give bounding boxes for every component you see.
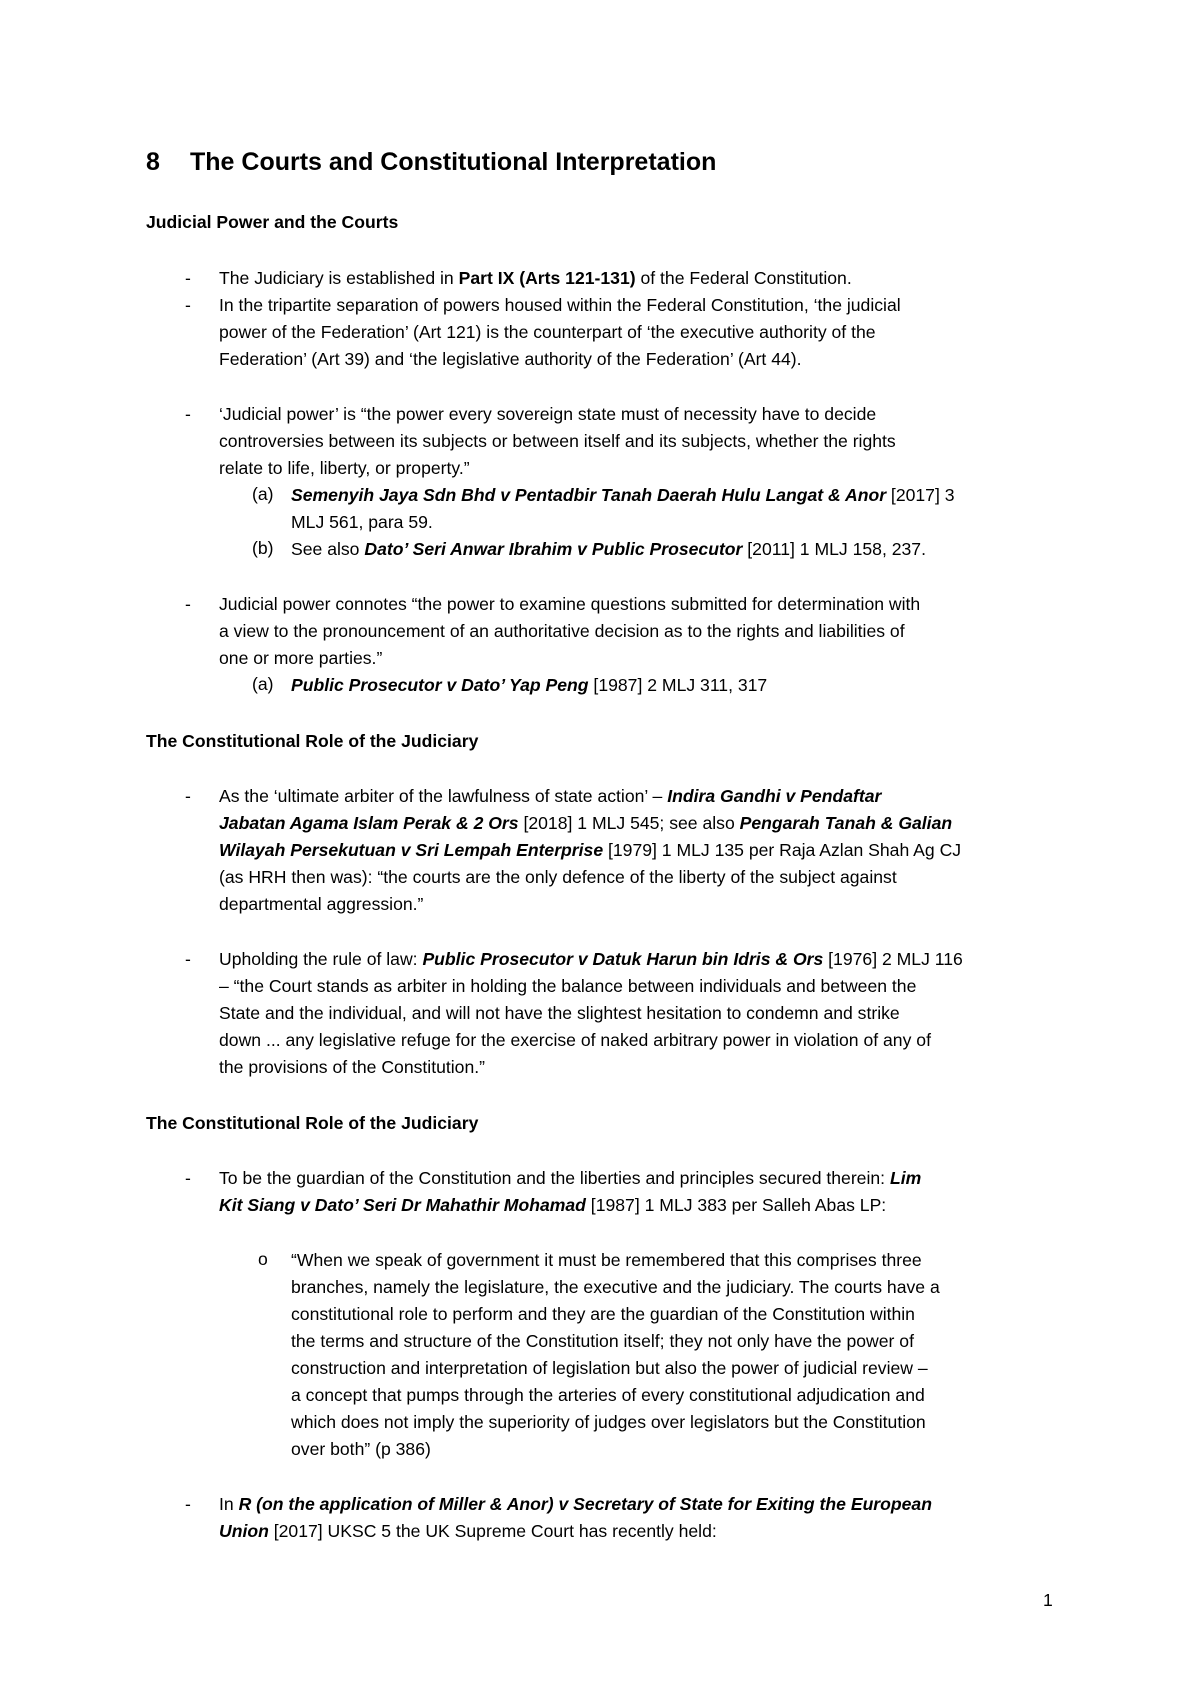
quote-line: construction and interpretation of legislation but also the power of judicial review –: [291, 1358, 928, 1378]
sub-label: (a): [252, 674, 274, 694]
text-line: controversies between its subjects or between itself and its subjects, whether the rights: [219, 431, 896, 451]
text-line: (as HRH then was): “the courts are the only defence of the liberty of the subject against: [219, 867, 897, 887]
text-line: Judicial power connotes “the power to examine questions submitted for determination with: [219, 594, 921, 614]
text-line: As the ‘ultimate arbiter of the lawfulness of state action’ – Indira Gandhi v Pendaftar: [219, 786, 882, 806]
quote-line: “When we speak of government it must be remembered that this comprises three: [291, 1250, 922, 1270]
text-line: – “the Court stands as arbiter in holding the balance between individuals and between the: [219, 976, 917, 996]
quote-line: a concept that pumps through the arteries of every constitutional adjudication and: [291, 1385, 925, 1405]
quote-line: branches, namely the legislature, the executive and the judiciary. The courts have a: [291, 1277, 940, 1297]
text-line: a view to the pronouncement of an authoritative decision as to the rights and liabilities of: [219, 621, 905, 641]
text-line: ‘Judicial power’ is “the power every sovereign state must of necessity have to decide: [219, 404, 877, 424]
text-line: Kit Siang v Dato’ Seri Dr Mahathir Mohamad [1987] 1 MLJ 383 per Salleh Abas LP:: [219, 1195, 887, 1215]
text-line: In R (on the application of Miller & Anor) v Secretary of State for Exiting the European: [219, 1494, 932, 1514]
text-line: In the tripartite separation of powers housed within the Federal Constitution, ‘the judicial: [219, 295, 901, 315]
text-line: down ... any legislative refuge for the exercise of naked arbitrary power in violation of any of: [219, 1030, 931, 1050]
case-citation: Public Prosecutor v Dato’ Yap Peng [1987] 2 MLJ 311, 317: [291, 675, 768, 695]
quote-line: over both” (p 386): [291, 1439, 431, 1459]
text-line: the provisions of the Constitution.”: [219, 1057, 486, 1077]
chapter-title: The Courts and Constitutional Interpretation: [190, 148, 717, 176]
quote-line: which does not imply the superiority of judges over legislators but the Constitution: [291, 1412, 926, 1432]
section-heading-constitutional-role-2: The Constitutional Role of the Judiciary: [146, 1113, 479, 1133]
quote-line: constitutional role to perform and they are the guardian of the Constitution within: [291, 1304, 915, 1324]
text-line: Jabatan Agama Islam Perak & 2 Ors [2018] 1 MLJ 545; see also Pengarah Tanah & Galian: [219, 813, 953, 833]
text-line: State and the individual, and will not have the slightest hesitation to condemn and strike: [219, 1003, 900, 1023]
text-line: Wilayah Persekutuan v Sri Lempah Enterprise [1979] 1 MLJ 135 per Raja Azlan Shah Ag CJ: [219, 840, 962, 860]
bullet-judiciary-established: The Judiciary is established in Part IX (Arts 121-131) of the Federal Constitution.: [219, 268, 852, 288]
text-line: To be the guardian of the Constitution and the liberties and principles secured therein: Lim: [219, 1168, 922, 1188]
circle-bullet-marker: o: [258, 1249, 268, 1269]
text-line: power of the Federation’ (Art 121) is the counterpart of ‘the executive authority of the: [219, 322, 876, 342]
dash-marker: -: [185, 1168, 191, 1188]
dash-marker: -: [185, 949, 191, 969]
sub-label: (b): [252, 538, 274, 558]
dash-marker: -: [185, 594, 191, 614]
text-line: one or more parties.”: [219, 648, 383, 668]
page-number: 1: [1043, 1590, 1053, 1610]
sub-label: (a): [252, 484, 274, 504]
text-line: Upholding the rule of law: Public Prosecutor v Datuk Harun bin Idris & Ors [1976] 2 MLJ 116: [219, 949, 963, 969]
chapter-number: 8: [146, 148, 160, 176]
section-heading-judicial-power: Judicial Power and the Courts: [146, 212, 399, 232]
case-citation: See also Dato’ Seri Anwar Ibrahim v Public Prosecutor [2011] 1 MLJ 158, 237.: [291, 539, 926, 559]
text-line: MLJ 561, para 59.: [291, 512, 433, 532]
text-line: Federation’ (Art 39) and ‘the legislative authority of the Federation’ (Art 44).: [219, 349, 802, 369]
text-line: departmental aggression.”: [219, 894, 424, 914]
dash-marker: -: [185, 295, 191, 315]
dash-marker: -: [185, 786, 191, 806]
text-line: Union [2017] UKSC 5 the UK Supreme Court has recently held:: [219, 1521, 717, 1541]
text-line: relate to life, liberty, or property.”: [219, 458, 470, 478]
quote-line: the terms and structure of the Constitution itself; they not only have the power of: [291, 1331, 914, 1351]
page-title: [146, 148, 716, 177]
section-heading-constitutional-role: The Constitutional Role of the Judiciary: [146, 731, 479, 751]
dash-marker: -: [185, 404, 191, 424]
case-citation: Semenyih Jaya Sdn Bhd v Pentadbir Tanah Daerah Hulu Langat & Anor [2017] 3: [291, 485, 955, 505]
dash-marker: -: [185, 1494, 191, 1514]
dash-marker: -: [185, 268, 191, 288]
